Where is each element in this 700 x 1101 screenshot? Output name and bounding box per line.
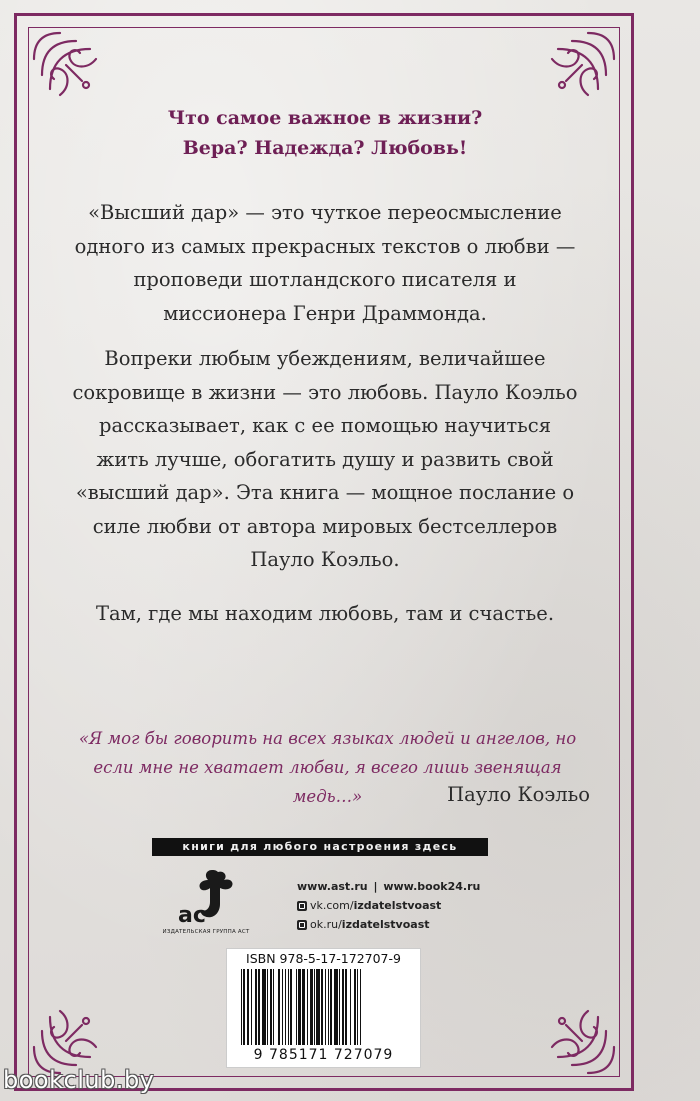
description-paragraph-3: Там, где мы находим любовь, там и счастье.	[95, 602, 555, 625]
epigraph-quote: «Я мог бы говорить на всех языках людей и ангелов, но если мне не хватает любви, я всего лишь звенящая медь…»	[78, 729, 577, 806]
vk-link-prefix: vk.com/	[310, 899, 354, 912]
publisher-slogan: книги для любого настроения здесь	[152, 838, 488, 856]
corner-ornament-icon	[536, 29, 618, 111]
ok-link-handle: izdatelstvoast	[341, 918, 430, 931]
isbn-barcode	[226, 948, 421, 1068]
quote-author: Пауло Коэльо	[447, 783, 590, 806]
description-paragraph-2: Вопреки любым убеждениям, величайшее сокровище в жизни — это любовь. Пауло Коэльо рассказывает, как с ее помощью научиться жить лучше, обогатить душу и развить свой «высший дар». Эта книга — мощное послание о силе любви от автора мировых бестселлеров Пауло Коэльо.	[72, 347, 578, 571]
ok-link-prefix: ok.ru/	[310, 918, 342, 931]
ok-icon	[297, 920, 307, 930]
site-watermark: bookclub.by	[3, 1066, 155, 1094]
site-link-book24[interactable]: www.book24.ru	[383, 880, 481, 893]
ast-logo-icon	[176, 868, 236, 926]
link-separator: |	[373, 880, 378, 893]
barcode-bars	[241, 969, 409, 1045]
corner-ornament-icon	[30, 995, 112, 1077]
social-link-vk[interactable]	[297, 899, 480, 912]
headline-line-1: Что самое важное в жизни?	[167, 107, 483, 129]
publisher-links	[297, 880, 480, 931]
corner-ornament-icon	[30, 29, 112, 111]
svg-text:ас: ас	[178, 903, 206, 926]
website-links	[297, 880, 480, 893]
vk-link-handle: izdatelstvoast	[353, 899, 442, 912]
publisher-logo	[160, 868, 252, 938]
headline-line-2: Вера? Надежда? Любовь!	[182, 137, 468, 159]
barcode-bar	[361, 969, 362, 1045]
corner-ornament-icon	[536, 995, 618, 1077]
vk-icon	[297, 901, 307, 911]
publisher-logo-caption: ИЗДАТЕЛЬСКАЯ ГРУППА АСТ	[162, 929, 250, 935]
barcode-number: 9 785171 727079	[253, 1047, 394, 1063]
isbn-label: ISBN 978-5-17-172707-9	[246, 951, 401, 966]
social-link-ok[interactable]	[297, 918, 480, 931]
description-paragraph-1: «Высший дар» — это чуткое переосмысление одного из самых прекрасных текстов о любви — проповеди шотландского писателя и миссионера Генри Драммонда.	[74, 201, 576, 325]
site-link-ast[interactable]: www.ast.ru	[297, 880, 368, 893]
